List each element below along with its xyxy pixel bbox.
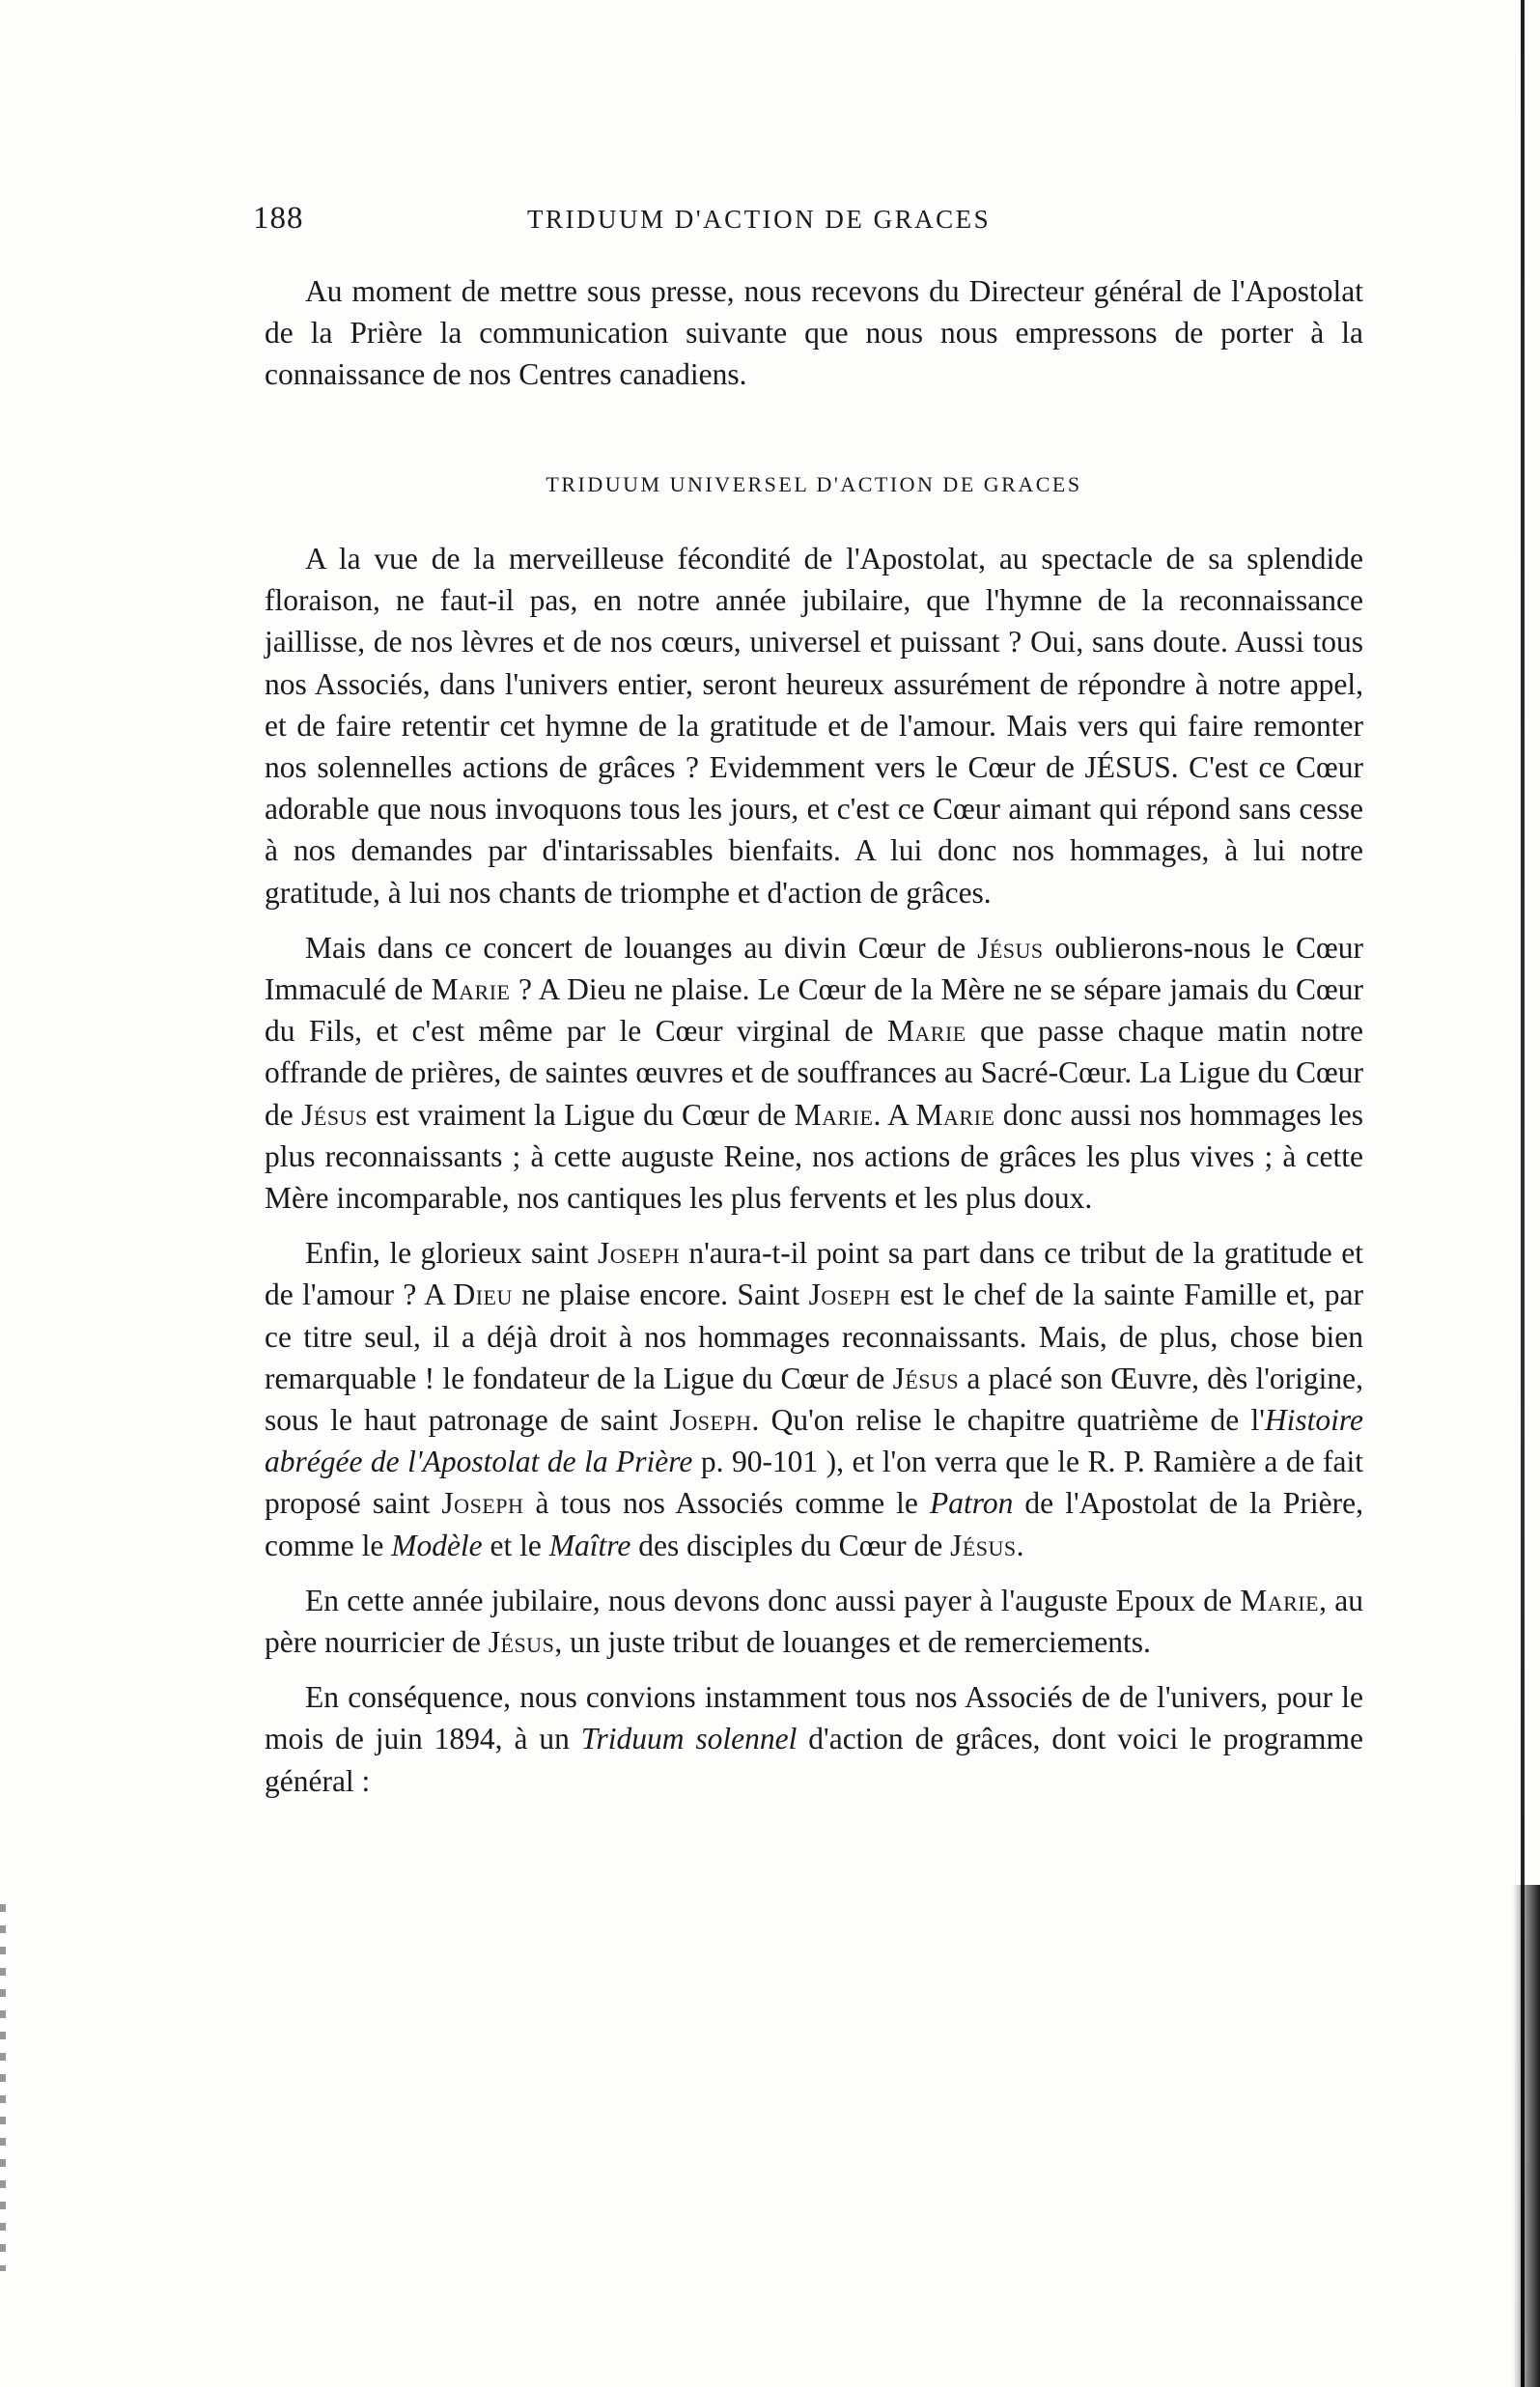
text-run: est vraiment la Ligue du Cœur de	[367, 1097, 795, 1132]
text-run: , au père nourricier de	[265, 1583, 1363, 1660]
small-caps-name: Marie	[886, 1014, 966, 1049]
text-run: et le	[482, 1528, 549, 1562]
small-caps-name: Marie	[794, 1097, 874, 1132]
body-text	[265, 538, 1363, 1802]
small-caps-name: Marie	[1240, 1583, 1320, 1617]
small-caps-name: Joseph	[441, 1486, 524, 1521]
small-caps-name: Joseph	[808, 1278, 891, 1312]
small-caps-name: Jésus	[892, 1361, 960, 1395]
text-run: a placé son Œuvre, dès l'origine, sous le haut patronage de saint	[265, 1361, 1363, 1438]
paragraph-2	[265, 927, 1363, 1219]
running-title: TRIDUUM D'ACTION DE GRACES	[527, 205, 992, 234]
text-run: Enfin, le glorieux saint	[305, 1236, 598, 1271]
text-run: oublierons-nous le Cœur Immaculé de	[265, 930, 1364, 1007]
text-run: que passe chaque matin notre offrande de prières, de saintes œuvres et de souffrances au Sacré-Cœur. La Ligue du Cœur de	[265, 1014, 1363, 1132]
text-run: . Qu'on relise le chapitre quatrième de l'	[751, 1403, 1265, 1438]
intro-text: Au moment de mettre sous presse, nous recevons du Directeur général de l'Apostolat de la Prière la communication suivante que nous nous empressons de porter à la connaissance de nos Centres canadiens.	[265, 274, 1363, 392]
small-caps-name: Marie	[431, 972, 511, 1007]
text-run: donc aussi nos hommages les plus reconnaissants ; à cette auguste Reine, nos actions de grâces les plus vives ; à cette Mère incomparable, nos cantiques les plus fervents et les plus doux.	[265, 1097, 1363, 1216]
scan-artifact	[0, 1904, 6, 2271]
italic-word: Modèle	[391, 1528, 483, 1562]
text-run: En conséquence, nous convions instamment tous nos Associés de de l'univers, pour le mois de juin 1894, à un	[265, 1680, 1363, 1756]
paragraph-3	[265, 1232, 1363, 1566]
text-run: des disciples du Cœur de	[630, 1528, 951, 1562]
paragraph-5	[265, 1676, 1363, 1802]
text-run: p. 90-101 ), et l'on verra que le R. P. Ramière a de fait proposé saint	[265, 1445, 1364, 1521]
italic-word: Triduum solennel	[580, 1722, 798, 1756]
running-header	[253, 201, 1103, 249]
binding-shadow	[1513, 1885, 1540, 2387]
text-run: de l'Apostolat de la Prière, comme le	[265, 1486, 1363, 1562]
text-run: . A	[873, 1097, 916, 1132]
text-run: .	[1016, 1528, 1024, 1562]
italic-word: Maître	[548, 1528, 631, 1562]
small-caps-name: Marie	[915, 1097, 995, 1132]
text-run: Mais dans ce concert de louanges au divin Cœur de	[305, 930, 978, 965]
text-run: n'aura-t-il point sa part dans ce tribut de la gratitude et de l'amour ? A	[265, 1236, 1363, 1312]
small-caps-name: Joseph	[669, 1403, 752, 1438]
paragraph-1: A la vue de la merveilleuse fécondité de l'Apostolat, au spectacle de sa splendide floraison, ne faut-il pas, en notre année jubilaire, que l'hymne de la reconnaissance jaillisse, de nos lèvres et de nos cœurs, universel et puissant ? Oui, sans doute. Aussi tous nos Associés, dans l'univers entier, seront heureux assurément de répondre à notre appel, et de faire retentir cet hymne de la gratitude et de l'amour. Mais vers qui faire remonter nos solennelles actions de grâces ? Evidemment vers le Cœur de JÉSUS. C'est ce Cœur adorable que nous invoquons tous les jours, et c'est ce Cœur aimant qui répond sans cesse à nos demandes par d'intarissables bienfaits. A lui donc nos hommages, à lui notre gratitude, à lui nos chants de triomphe et d'action de grâces.	[265, 542, 1363, 910]
italic-word: Patron	[929, 1486, 1014, 1521]
small-caps-name: Jésus	[977, 930, 1044, 965]
text-run: d'action de grâces, dont voici le programme général :	[265, 1722, 1364, 1798]
small-caps-name: Dieu	[453, 1278, 513, 1312]
text-run: , un juste tribut de louanges et de remerciements.	[554, 1625, 1151, 1660]
small-caps-name: Jésus	[488, 1625, 555, 1660]
intro-paragraph	[265, 270, 1363, 396]
paragraph-4	[265, 1580, 1363, 1663]
italic-title: Histoire abrégée de l'Apostolat de la Prière	[265, 1403, 1363, 1479]
small-caps-name: Jésus	[950, 1528, 1017, 1562]
text-run: à tous nos Associés comme le	[523, 1486, 930, 1521]
text-run: ne plaise encore. Saint	[512, 1278, 809, 1312]
text-run: est le chef de la sainte Famille et, par ce titre seul, il a déjà droit à nos hommages reconnaissants. Mais, de plus, chose bien remarquable ! le fondateur de la Ligue du Cœur de	[265, 1278, 1363, 1395]
text-run: ? A Dieu ne plaise. Le Cœur de la Mère ne se sépare jamais du Cœur du Fils, et c'est même par le Cœur virginal de	[265, 972, 1363, 1049]
small-caps-name: Jésus	[301, 1097, 368, 1132]
section-title: TRIDUUM UNIVERSEL D'ACTION DE GRACES	[546, 472, 1082, 496]
page-number: 188	[253, 201, 304, 236]
text-run: En cette année jubilaire, nous devons donc aussi payer à l'auguste Epoux de	[305, 1583, 1241, 1617]
small-caps-name: Joseph	[597, 1236, 680, 1271]
